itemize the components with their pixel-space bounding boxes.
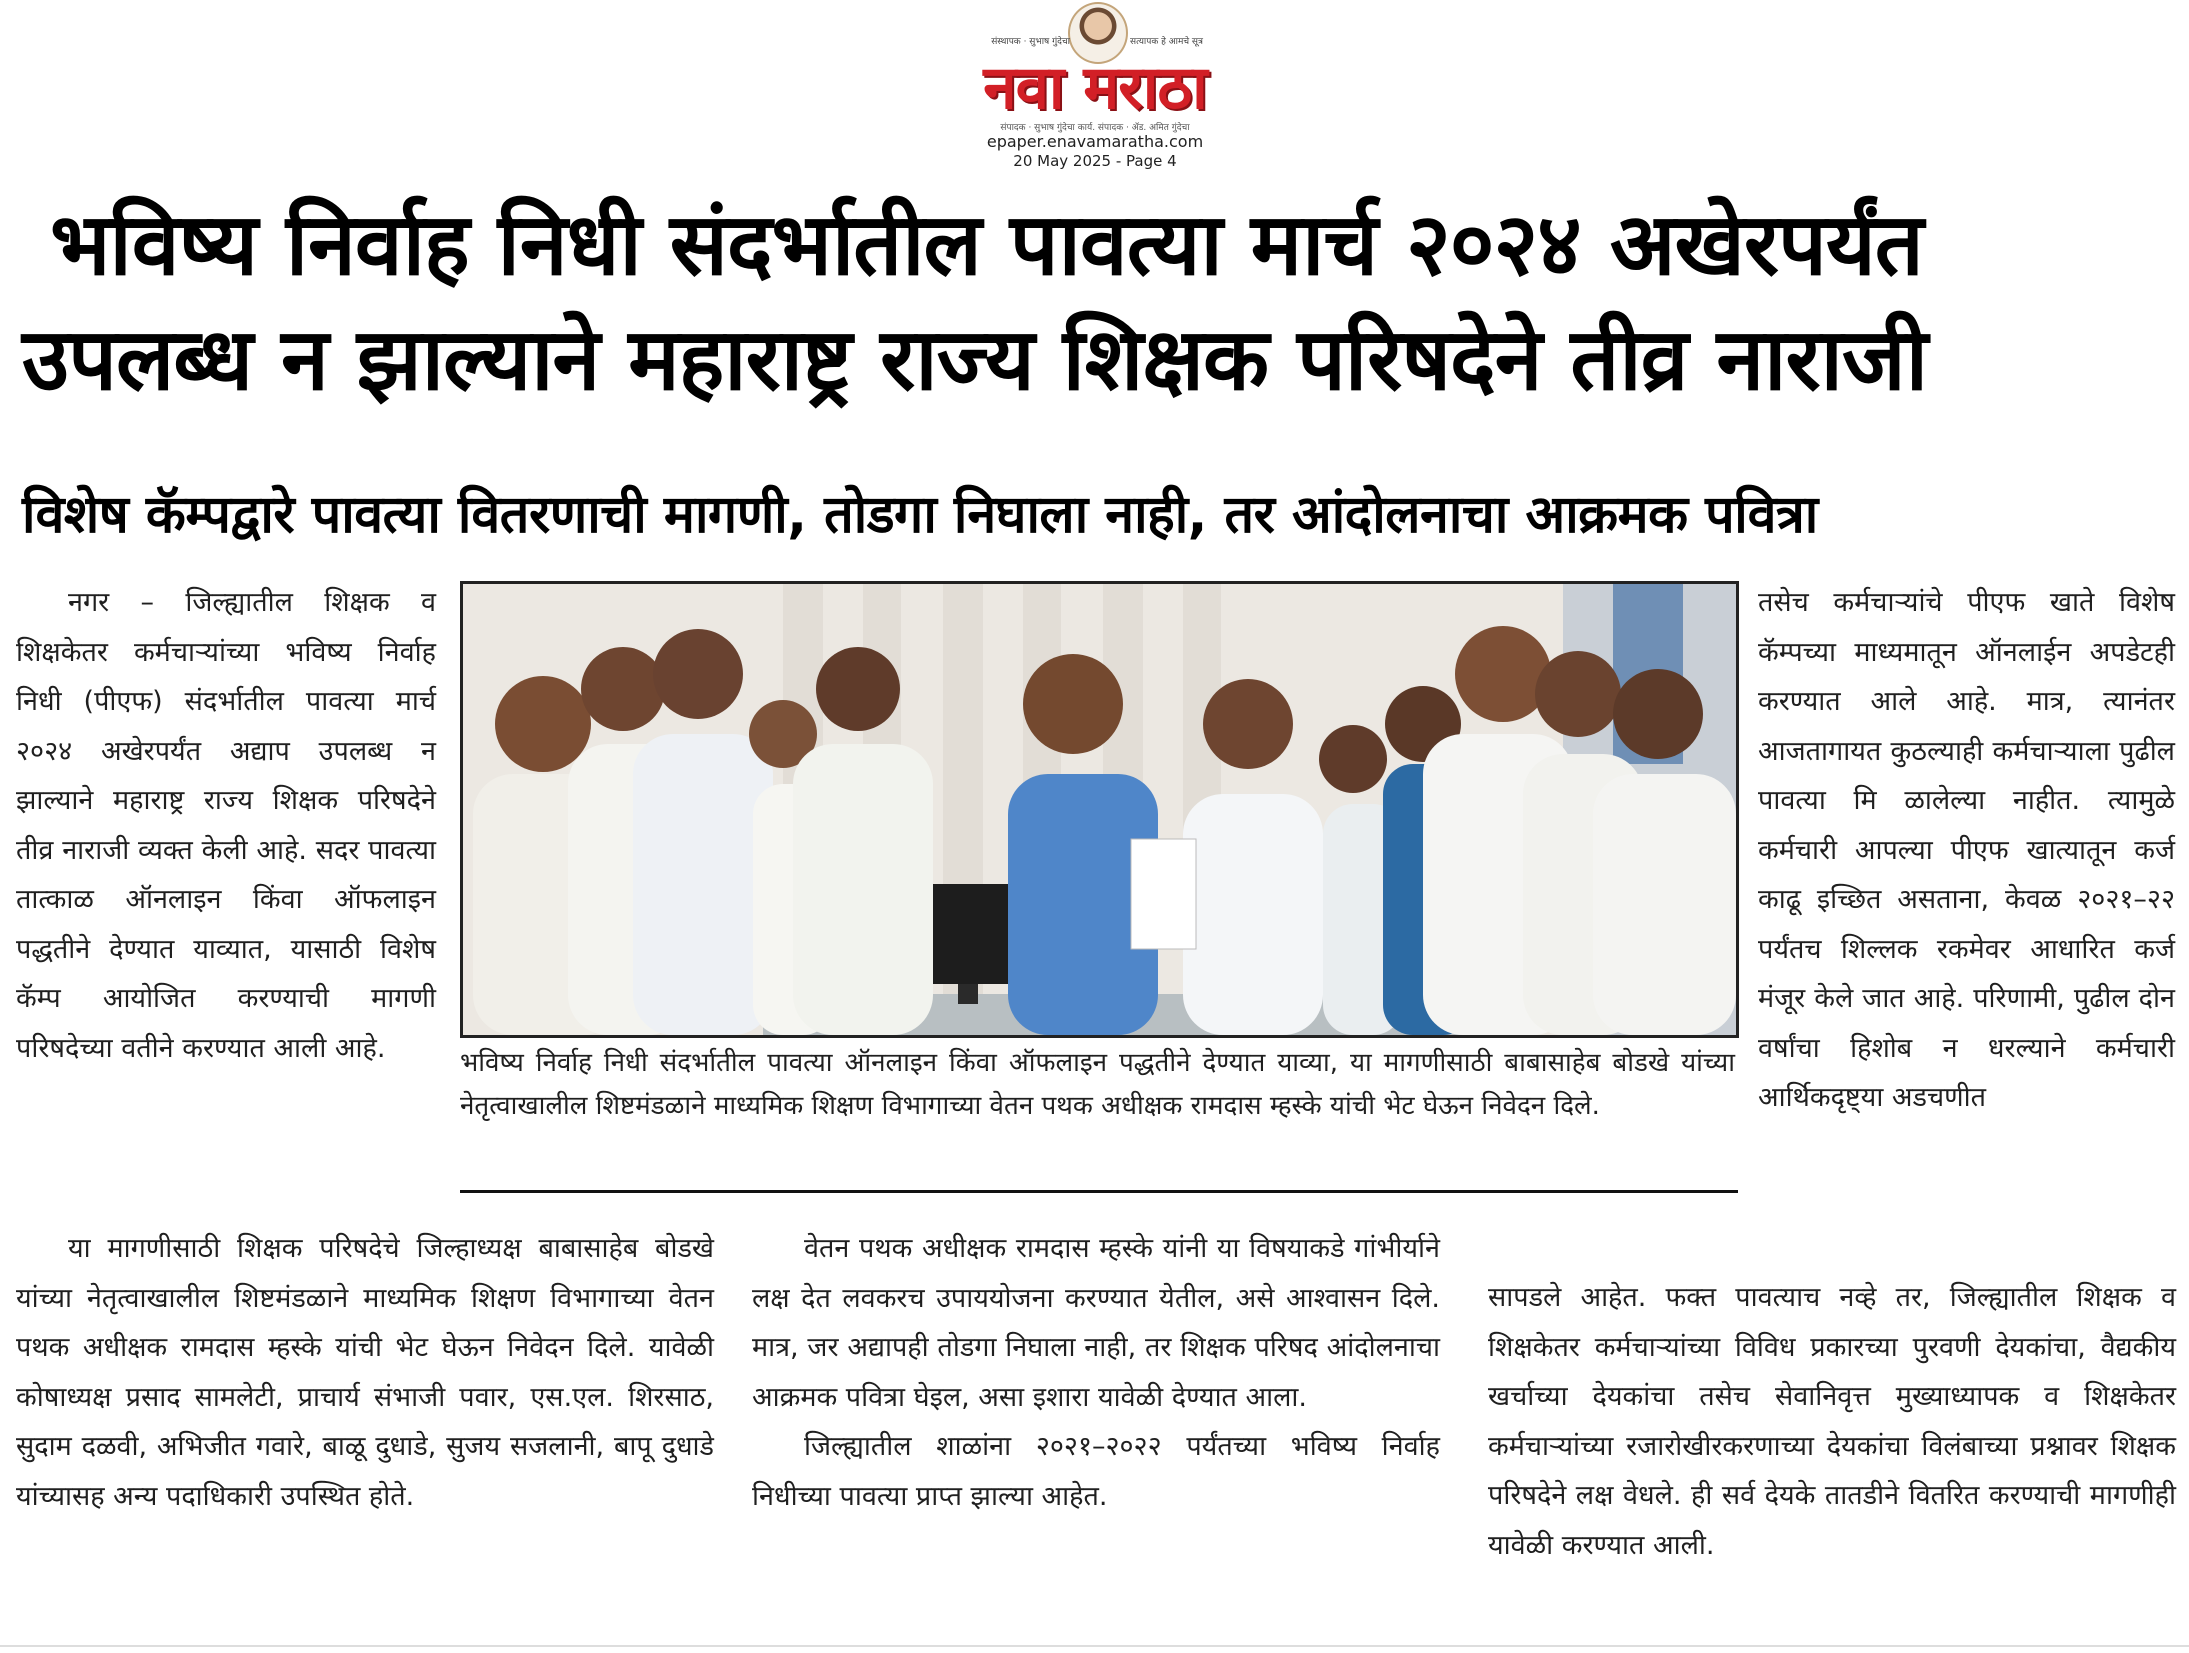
- masthead-editors: संपादक · सुभाष गुंदेचा कार्य. संपादक · ॲड. अमित गुंदेचा: [1000, 123, 1190, 133]
- paragraph: सापडले आहेत. फक्त पावत्याच नव्हे तर, जिल्ह्यातील शिक्षक व शिक्षकेतर कर्मचाऱ्यांच्या विविध प्रकारच्या पुरवणी देयकांचा, वैद्यकीय खर्चाच्या देयकांचा तसेच सेवानिवृत्त मुख्याध्यापक व शिक्षकेतर कर्मचाऱ्यांच्या रजारोखीरकरणाच्या देयकांचा विलंबाच्या प्रश्नावर शिक्षक परिषदेने लक्ष वेधले. ही सर्व देयके तातडीने वितरित करण्याची मागणीही यावेळी करण्यात आली.: [1488, 1282, 2176, 1561]
- edition-date-page: 20 May 2025 - Page 4: [1013, 152, 1177, 170]
- paragraph: नगर – जिल्ह्यातील शिक्षक व शिक्षकेतर कर्मचाऱ्यांच्या भविष्य निर्वाह निधी (पीएफ) संदर्भातील पावत्या मार्च २०२४ अखेरपर्यंत अद्याप उपलब्ध न झाल्याने महाराष्ट्र राज्य शिक्षक परिषदेने तीव्र नाराजी व्यक्त केली आहे. सदर पावत्या तात्काळ ऑनलाइन किंवा ऑफलाइन पद्धतीने देण्यात याव्यात, यासाठी विशेष कॅम्प आयोजित करण्याची मागणी परिषदेच्या वतीने करण्यात आली आहे.: [16, 587, 436, 1064]
- column-1-top: [16, 578, 436, 1073]
- paragraph: तसेच कर्मचाऱ्यांचे पीएफ खाते विशेष कॅम्पच्या माध्यमातून ऑनलाईन अपडेटही करण्यात आले आहे. मात्र, त्यानंतर आजतागायत कुठल्याही कर्मचाऱ्याला पुढील पावत्या मि ळालेल्या नाहीत. त्यामुळे कर्मचारी आपल्या पीएफ खात्यातून कर्ज काढू इच्छित असताना, केवळ २०२१–२२ पर्यंतच शिल्लक रकमेवर आधारित कर्ज मंजूर केले जात आहे. परिणामी, पुढील दोन वर्षांचा हिशोब न धरल्याने कर्मचारी आर्थिकदृष्ट्या अडचणीत: [1758, 587, 2175, 1113]
- news-photo: [460, 581, 1739, 1038]
- paragraph: जिल्ह्यातील शाळांना २०२१–२०२२ पर्यंतच्या भविष्य निर्वाह निधीच्या पावत्या प्राप्त झाल्या आहेत.: [752, 1431, 1440, 1512]
- paragraph: वेतन पथक अधीक्षक रामदास म्हस्के यांनी या विषयाकडे गांभीर्याने लक्ष देत लवकरच उपाययोजना करण्यात येतील, असे आश्वासन दिले. मात्र, जर अद्यापही तोडगा निघाला नाही, तर शिक्षक परिषद आंदोलनाचा आक्रमक पवित्रा घेइल, असा इशारा यावेळी देण्यात आला.: [752, 1233, 1440, 1413]
- column-1-bottom: [16, 1224, 714, 1521]
- headline-line-2: उपलब्ध न झाल्याने महाराष्ट्र राज्य शिक्षक परिषदेने तीव्र नाराजी: [22, 310, 1927, 410]
- column-3-top: [1758, 578, 2175, 1123]
- page-bottom-rule: [0, 1645, 2189, 1647]
- column-2: [752, 1224, 1440, 1521]
- epaper-url[interactable]: epaper.enavamaratha.com: [986, 132, 1204, 151]
- column-3-bottom: [1488, 1273, 2176, 1570]
- masthead-tagline-left: संस्थापक · सुभाष गुंदेचा: [991, 37, 1070, 47]
- section-rule: [460, 1190, 1738, 1193]
- photo-caption: भविष्य निर्वाह निधी संदर्भातील पावत्या ऑनलाइन किंवा ऑफलाइन पद्धतीने देण्यात याव्या, या मागणीसाठी बाबासाहेब बोडखे यांच्या नेतृत्वाखालील शिष्टमंडळाने माध्यमिक शिक्षण विभागाच्या वेतन पथक अधीक्षक रामदास म्हस्के यांची भेट घेऊन निवेदन दिले.: [460, 1048, 1735, 1121]
- subheadline: विशेष कॅम्पद्वारे पावत्या वितरणाची मागणी, तोडगा निघाला नाही, तर आंदोलनाचा आक्रमक पवित्रा: [22, 485, 1818, 545]
- masthead: [940, 0, 1250, 175]
- masthead-tagline-right: सत्यापक हे आमचे सूत्र: [1130, 37, 1203, 47]
- headline-line-1: भविष्य निर्वाह निधी संदर्भातील पावत्या मार्च २०२४ अखेरपर्यंत: [50, 195, 1923, 295]
- newspaper-logo[interactable]: नवा मराठा: [983, 53, 1207, 123]
- paragraph: या मागणीसाठी शिक्षक परिषदेचे जिल्हाध्यक्ष बाबासाहेब बोडखे यांच्या नेतृत्वाखालील शिष्टमंडळाने माध्यमिक शिक्षण विभागाच्या वेतन पथक अधीक्षक रामदास म्हस्के यांची भेट घेऊन निवेदन दिले. यावेळी कोषाध्यक्ष प्रसाद सामलेटी, प्राचार्य संभाजी पवार, एस.एल. शिरसाठ, सुदाम दळवी, अभिजीत गवारे, बाळू दुधाडे, सुजय सजलानी, बापू दुधाडे यांच्यासह अन्य पदाधिकारी उपस्थित होते.: [16, 1233, 714, 1512]
